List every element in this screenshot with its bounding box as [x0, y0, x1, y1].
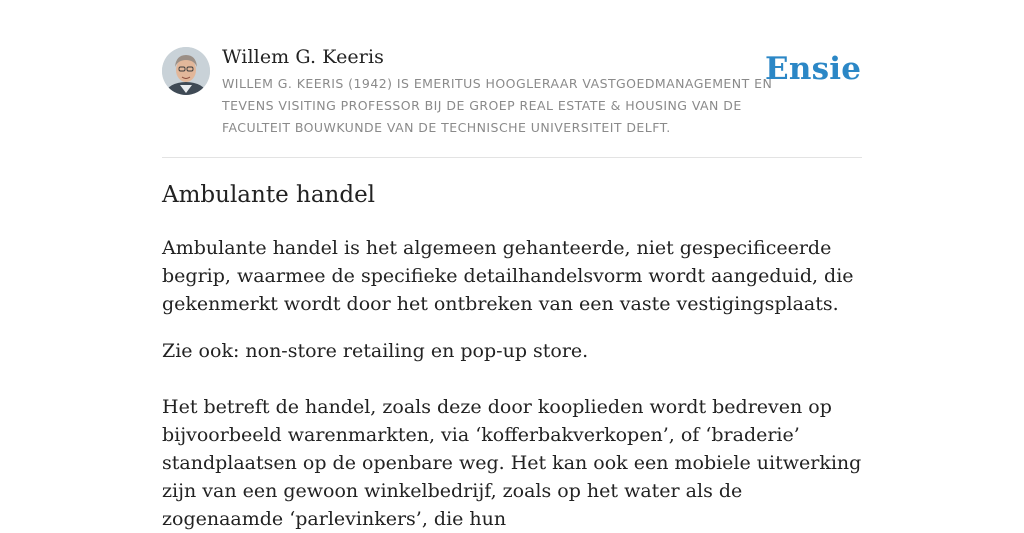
author-bio: WILLEM G. KEERIS (1942) IS EMERITUS HOOGLERAAR VASTGOEDMANAGEMENT EN TEVENS VISITING PROFESSOR BIJ DE GROEP REAL ESTATE & HOUSING VAN DE FACULTEIT BOUWKUNDE VAN DE TECHNISCHE UNIVERSITEIT DELFT. — [222, 76, 773, 135]
article-paragraph-definition: Ambulante handel is het algemeen gehanteerde, niet gespecificeerde begrip, waarmee de specifieke detailhandelsvorm wordt aangeduid, die gekenmerkt wordt door het ontbreken van een vaste vestigingsplaats. — [162, 237, 854, 315]
author-header — [162, 0, 862, 158]
article-paragraph-see-also: Zie ook: non-store retailing en pop-up store. — [162, 340, 589, 362]
article-title: Ambulante handel — [162, 182, 376, 208]
author-name[interactable]: Willem G. Keeris — [222, 46, 384, 68]
article-page — [162, 0, 862, 530]
author-avatar[interactable] — [162, 47, 210, 95]
avatar-portrait — [162, 47, 210, 95]
ensie-logo[interactable]: Ensie — [765, 51, 862, 87]
article-paragraph-details: Het betreft de handel, zoals deze door kooplieden wordt bedreven op bijvoorbeeld warenmarkten, via ‘kofferbakverkopen’, of ‘braderie’ standplaatsen op de openbare weg. Het kan ook een mobiele uitwerking zijn van een gewoon winkelbedrijf, zoals op het water als de zogenaamde ‘parlevinkers’, die hun — [162, 396, 862, 530]
